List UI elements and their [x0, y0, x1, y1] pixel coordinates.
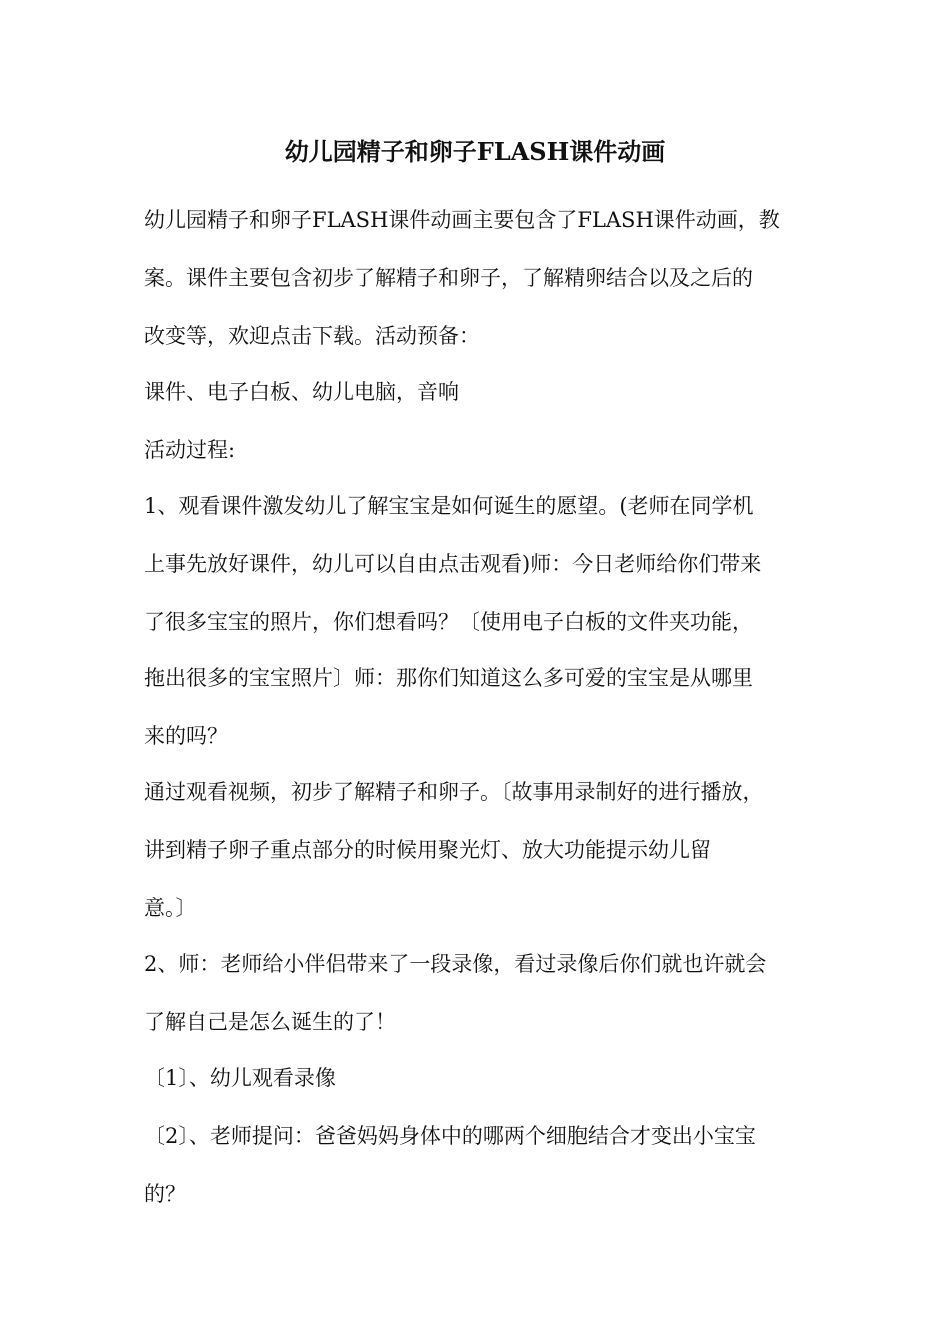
document-title: 幼儿园精子和卵子FLASH课件动画: [284, 137, 666, 166]
paragraph-line: 1、观看课件激发幼儿了解宝宝是如何诞生的愿望。(老师在同学机: [144, 494, 754, 518]
paragraph-line: 了解自己是怎么诞生的了！: [144, 1010, 396, 1034]
paragraph-line: 来的吗？: [144, 724, 228, 748]
paragraph-line: 讲到精子卵子重点部分的时候用聚光灯、放大功能提示幼儿留: [144, 838, 711, 862]
paragraph-line: 改变等，欢迎点击下载。活动预备：: [144, 324, 480, 348]
paragraph-line: 案。课件主要包含初步了解精子和卵子，了解精卵结合以及之后的: [144, 266, 753, 290]
paragraph-line: 的？: [144, 1182, 186, 1206]
paragraph-line: 拖出很多的宝宝照片〕师：那你们知道这么多可爱的宝宝是从哪里: [144, 666, 753, 690]
paragraph-line: 意。〕: [144, 896, 197, 920]
paragraph-line: 上事先放好课件，幼儿可以自由点击观看)师：今日老师给你们带来: [144, 552, 762, 576]
paragraph-line: 〔1〕、幼儿观看录像: [144, 1066, 336, 1090]
paragraph-line: 课件、电子白板、幼儿电脑，音响: [144, 380, 459, 404]
paragraph-line: 2、师：老师给小伴侣带来了一段录像，看过录像后你们就也许就会: [144, 952, 767, 976]
paragraph-line: 通过观看视频，初步了解精子和卵子。〔故事用录制好的进行播放，: [144, 780, 764, 804]
paragraph-line: 了很多宝宝的照片，你们想看吗？〔使用电子白板的文件夹功能，: [144, 610, 753, 634]
paragraph-line: 幼儿园精子和卵子FLASH课件动画主要包含了FLASH课件动画，教: [144, 208, 780, 232]
paragraph-line: 活动过程:: [144, 438, 236, 462]
paragraph-line: 〔2〕、老师提问：爸爸妈妈身体中的哪两个细胞结合才变出小宝宝: [144, 1124, 756, 1148]
